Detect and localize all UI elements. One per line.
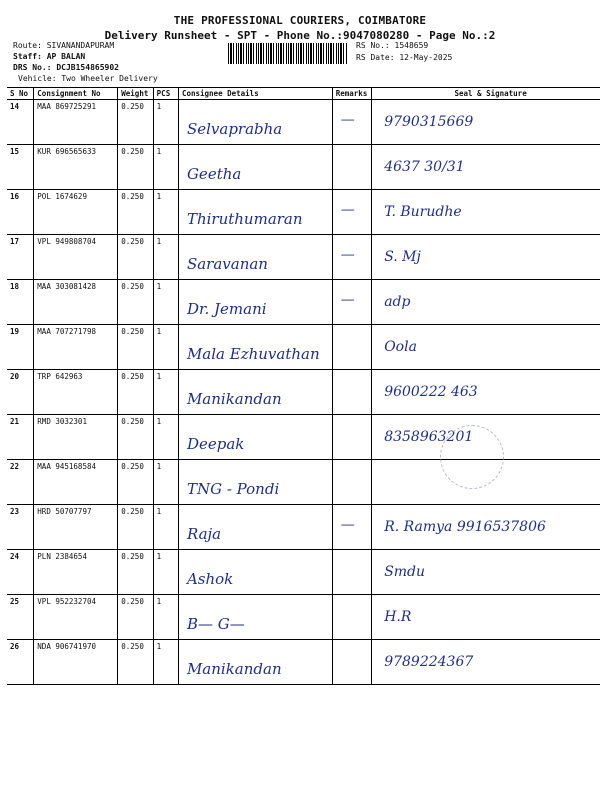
row-remarks-cell bbox=[332, 190, 371, 235]
rs-number: RS No.: 1548659 bbox=[356, 41, 429, 50]
row-pcs-cell bbox=[153, 145, 178, 190]
row-sno: 26 bbox=[10, 642, 20, 651]
row-consignment-no-cell bbox=[34, 460, 118, 505]
vehicle-label: Vehicle: Two Wheeler Delivery bbox=[18, 74, 158, 83]
row-sno-cell bbox=[7, 415, 34, 460]
row-consignee-cell bbox=[178, 235, 332, 280]
row-sno-cell bbox=[7, 640, 34, 685]
row-consignee-cell bbox=[178, 370, 332, 415]
row-pcs: 1 bbox=[156, 507, 162, 516]
row-weight: 0.250 bbox=[121, 102, 144, 111]
table-row bbox=[7, 415, 600, 460]
row-consignee-cell bbox=[178, 640, 332, 685]
row-pcs: 1 bbox=[156, 642, 162, 651]
row-sno: 25 bbox=[10, 597, 20, 606]
runsheet-table bbox=[7, 87, 600, 685]
row-sno-cell bbox=[7, 370, 34, 415]
row-pcs: 1 bbox=[156, 417, 162, 426]
row-sno-cell bbox=[7, 235, 34, 280]
row-weight-cell bbox=[118, 325, 153, 370]
row-remarks-cell bbox=[332, 100, 371, 145]
table-row bbox=[7, 505, 600, 550]
row-consignee-cell bbox=[178, 505, 332, 550]
row-sno-cell bbox=[7, 325, 34, 370]
row-consignment-no: KUR 696565633 bbox=[37, 147, 96, 156]
row-pcs: 1 bbox=[156, 102, 162, 111]
row-sno-cell bbox=[7, 505, 34, 550]
row-remarks-cell bbox=[332, 460, 371, 505]
row-signature: Oola bbox=[384, 339, 417, 355]
row-consignee-cell bbox=[178, 190, 332, 235]
row-signature-cell bbox=[372, 550, 600, 595]
row-consignee: Dr. Jemani bbox=[186, 300, 267, 318]
barcode bbox=[228, 43, 348, 64]
row-remarks-cell bbox=[332, 505, 371, 550]
row-consignee-cell bbox=[178, 100, 332, 145]
table-row bbox=[7, 640, 600, 685]
row-consignee-cell bbox=[178, 595, 332, 640]
row-pcs-cell bbox=[153, 100, 178, 145]
row-consignment-no: MAA 707271798 bbox=[37, 327, 96, 336]
row-pcs-cell bbox=[153, 235, 178, 280]
row-signature: 4637 30/31 bbox=[384, 159, 465, 175]
row-pcs: 1 bbox=[156, 372, 162, 381]
col-seal-signature: Seal & Signature bbox=[372, 88, 600, 100]
row-consignment-no: MAA 869725291 bbox=[37, 102, 96, 111]
row-weight: 0.250 bbox=[121, 147, 144, 156]
row-pcs-cell bbox=[153, 505, 178, 550]
row-consignee: TNG - Pondi bbox=[186, 480, 280, 498]
row-sno-cell bbox=[7, 280, 34, 325]
row-consignee: B— G— bbox=[186, 615, 245, 633]
row-pcs: 1 bbox=[156, 147, 162, 156]
row-consignment-no: PLN 2384654 bbox=[37, 552, 87, 561]
row-signature: 8358963201 bbox=[384, 429, 474, 445]
row-weight: 0.250 bbox=[121, 597, 144, 606]
row-weight-cell bbox=[118, 100, 153, 145]
table-row bbox=[7, 325, 600, 370]
row-weight-cell bbox=[118, 415, 153, 460]
table-row bbox=[7, 235, 600, 280]
table-row bbox=[7, 280, 600, 325]
row-pcs-cell bbox=[153, 370, 178, 415]
row-remarks-cell bbox=[332, 370, 371, 415]
row-pcs-cell bbox=[153, 280, 178, 325]
table-row bbox=[7, 100, 600, 145]
row-weight: 0.250 bbox=[121, 192, 144, 201]
row-pcs: 1 bbox=[156, 552, 162, 561]
row-consignment-no: VPL 949808704 bbox=[37, 237, 96, 246]
row-pcs: 1 bbox=[156, 327, 162, 336]
row-weight-cell bbox=[118, 370, 153, 415]
row-signature: adp bbox=[384, 294, 411, 310]
row-signature-cell bbox=[372, 190, 600, 235]
row-consignment-no: TRP 642963 bbox=[37, 372, 83, 381]
row-weight-cell bbox=[118, 460, 153, 505]
row-weight-cell bbox=[118, 550, 153, 595]
row-signature: R. Ramya 9916537806 bbox=[384, 519, 546, 535]
row-consignment-no-cell bbox=[34, 550, 118, 595]
row-signature-cell bbox=[372, 325, 600, 370]
row-consignment-no-cell bbox=[34, 145, 118, 190]
row-consignee-cell bbox=[178, 280, 332, 325]
row-signature: H.R bbox=[384, 609, 412, 625]
row-pcs: 1 bbox=[156, 462, 162, 471]
col-sno: S No bbox=[7, 88, 34, 100]
row-sno: 20 bbox=[10, 372, 20, 381]
row-signature-cell bbox=[372, 640, 600, 685]
row-consignee: Manikandan bbox=[186, 660, 282, 678]
row-signature-cell bbox=[372, 595, 600, 640]
row-sno: 23 bbox=[10, 507, 20, 516]
row-sno: 14 bbox=[10, 102, 20, 111]
row-sno: 15 bbox=[10, 147, 20, 156]
row-weight-cell bbox=[118, 145, 153, 190]
row-sno-cell bbox=[7, 460, 34, 505]
col-pcs: PCS bbox=[153, 88, 178, 100]
row-signature: 9790315669 bbox=[384, 114, 474, 130]
row-sno: 24 bbox=[10, 552, 20, 561]
row-consignment-no: MAA 945168584 bbox=[37, 462, 96, 471]
row-remarks: — bbox=[340, 202, 355, 218]
row-consignment-no: NDA 906741970 bbox=[37, 642, 96, 651]
row-remarks: — bbox=[340, 292, 355, 308]
row-weight: 0.250 bbox=[121, 372, 144, 381]
row-consignee: Ashok bbox=[186, 570, 234, 588]
row-weight-cell bbox=[118, 505, 153, 550]
row-remarks-cell bbox=[332, 280, 371, 325]
row-consignee-cell bbox=[178, 460, 332, 505]
row-consignment-no: HRD 50707797 bbox=[37, 507, 92, 516]
row-pcs-cell bbox=[153, 190, 178, 235]
row-pcs-cell bbox=[153, 325, 178, 370]
row-consignment-no-cell bbox=[34, 280, 118, 325]
row-remarks-cell bbox=[332, 415, 371, 460]
runsheet-rows bbox=[7, 100, 600, 685]
row-pcs: 1 bbox=[156, 237, 162, 246]
company-title: THE PROFESSIONAL COURIERS, COIMBATORE bbox=[173, 14, 427, 27]
row-signature: 9600222 463 bbox=[384, 384, 478, 400]
row-weight-cell bbox=[118, 190, 153, 235]
row-consignee: Raja bbox=[186, 525, 222, 543]
row-consignment-no-cell bbox=[34, 505, 118, 550]
row-consignee-cell bbox=[178, 325, 332, 370]
table-row bbox=[7, 145, 600, 190]
row-consignee-cell bbox=[178, 145, 332, 190]
row-remarks: — bbox=[340, 112, 355, 128]
row-weight-cell bbox=[118, 640, 153, 685]
row-consignment-no: POL 1674629 bbox=[37, 192, 87, 201]
row-consignment-no-cell bbox=[34, 190, 118, 235]
row-remarks-cell bbox=[332, 550, 371, 595]
route-label: Route: SIVANANDAPURAM bbox=[13, 41, 115, 50]
row-pcs-cell bbox=[153, 640, 178, 685]
row-pcs-cell bbox=[153, 550, 178, 595]
row-weight-cell bbox=[118, 595, 153, 640]
row-weight: 0.250 bbox=[121, 642, 144, 651]
row-consignment-no: RMD 3032301 bbox=[37, 417, 87, 426]
col-remarks: Remarks bbox=[332, 88, 371, 100]
row-sno: 17 bbox=[10, 237, 20, 246]
row-consignee: Mala Ezhuvathan bbox=[186, 345, 320, 363]
seal-stamp bbox=[440, 425, 504, 489]
row-consignment-no-cell bbox=[34, 640, 118, 685]
row-weight: 0.250 bbox=[121, 237, 144, 246]
drs-number: DRS No.: DCJB154865902 bbox=[13, 63, 119, 72]
row-sno-cell bbox=[7, 100, 34, 145]
row-sno: 22 bbox=[10, 462, 20, 471]
row-remarks-cell bbox=[332, 640, 371, 685]
row-sno: 18 bbox=[10, 282, 20, 291]
row-weight-cell bbox=[118, 235, 153, 280]
row-sno-cell bbox=[7, 190, 34, 235]
row-consignee: Manikandan bbox=[186, 390, 282, 408]
row-consignee: Thiruthumaran bbox=[186, 210, 303, 228]
row-consignment-no: MAA 303081428 bbox=[37, 282, 96, 291]
row-remarks-cell bbox=[332, 595, 371, 640]
row-weight: 0.250 bbox=[121, 417, 144, 426]
row-signature-cell bbox=[372, 235, 600, 280]
row-sno: 16 bbox=[10, 192, 20, 201]
row-remarks-cell bbox=[332, 235, 371, 280]
row-consignment-no-cell bbox=[34, 370, 118, 415]
row-signature: 9789224367 bbox=[384, 654, 474, 670]
rs-date: RS Date: 12-May-2025 bbox=[356, 53, 453, 62]
col-consignment: Consignment No bbox=[34, 88, 118, 100]
row-consignment-no-cell bbox=[34, 235, 118, 280]
table-header-row bbox=[7, 88, 600, 100]
runsheet-subtitle: Delivery Runsheet - SPT - Phone No.:9047080280 - Page No.:2 bbox=[104, 29, 496, 42]
row-consignee: Deepak bbox=[186, 435, 245, 453]
row-weight: 0.250 bbox=[121, 282, 144, 291]
row-consignee: Geetha bbox=[186, 165, 242, 183]
row-sno-cell bbox=[7, 550, 34, 595]
staff-label: Staff: AP BALAN bbox=[13, 52, 86, 61]
row-weight: 0.250 bbox=[121, 552, 144, 561]
row-pcs-cell bbox=[153, 595, 178, 640]
row-pcs: 1 bbox=[156, 597, 162, 606]
row-weight: 0.250 bbox=[121, 507, 144, 516]
row-sno: 19 bbox=[10, 327, 20, 336]
table-row bbox=[7, 460, 600, 505]
col-weight: Weight bbox=[118, 88, 153, 100]
table-row bbox=[7, 595, 600, 640]
col-consignee: Consignee Details bbox=[178, 88, 332, 100]
row-consignment-no-cell bbox=[34, 415, 118, 460]
row-pcs: 1 bbox=[156, 282, 162, 291]
row-consignee: Saravanan bbox=[186, 255, 268, 273]
table-row bbox=[7, 550, 600, 595]
table-row bbox=[7, 190, 600, 235]
row-signature-cell bbox=[372, 505, 600, 550]
row-consignment-no-cell bbox=[34, 100, 118, 145]
row-pcs-cell bbox=[153, 460, 178, 505]
row-remarks: — bbox=[340, 247, 355, 263]
row-signature: S. Mj bbox=[384, 249, 421, 265]
row-consignment-no-cell bbox=[34, 595, 118, 640]
table-row bbox=[7, 370, 600, 415]
row-sno-cell bbox=[7, 595, 34, 640]
row-signature-cell bbox=[372, 370, 600, 415]
row-consignee-cell bbox=[178, 550, 332, 595]
row-pcs-cell bbox=[153, 415, 178, 460]
row-sno-cell bbox=[7, 145, 34, 190]
row-consignment-no: VPL 952232704 bbox=[37, 597, 96, 606]
row-signature-cell bbox=[372, 280, 600, 325]
row-sno: 21 bbox=[10, 417, 20, 426]
row-signature-cell bbox=[372, 145, 600, 190]
row-pcs: 1 bbox=[156, 192, 162, 201]
row-weight: 0.250 bbox=[121, 462, 144, 471]
row-signature: T. Burudhe bbox=[384, 204, 462, 220]
row-weight: 0.250 bbox=[121, 327, 144, 336]
row-signature-cell bbox=[372, 100, 600, 145]
row-signature: Smdu bbox=[384, 564, 426, 580]
row-consignee-cell bbox=[178, 415, 332, 460]
row-weight-cell bbox=[118, 280, 153, 325]
row-remarks: — bbox=[340, 517, 355, 533]
row-consignment-no-cell bbox=[34, 325, 118, 370]
row-consignee: Selvaprabha bbox=[186, 120, 283, 138]
row-remarks-cell bbox=[332, 145, 371, 190]
row-remarks-cell bbox=[332, 325, 371, 370]
